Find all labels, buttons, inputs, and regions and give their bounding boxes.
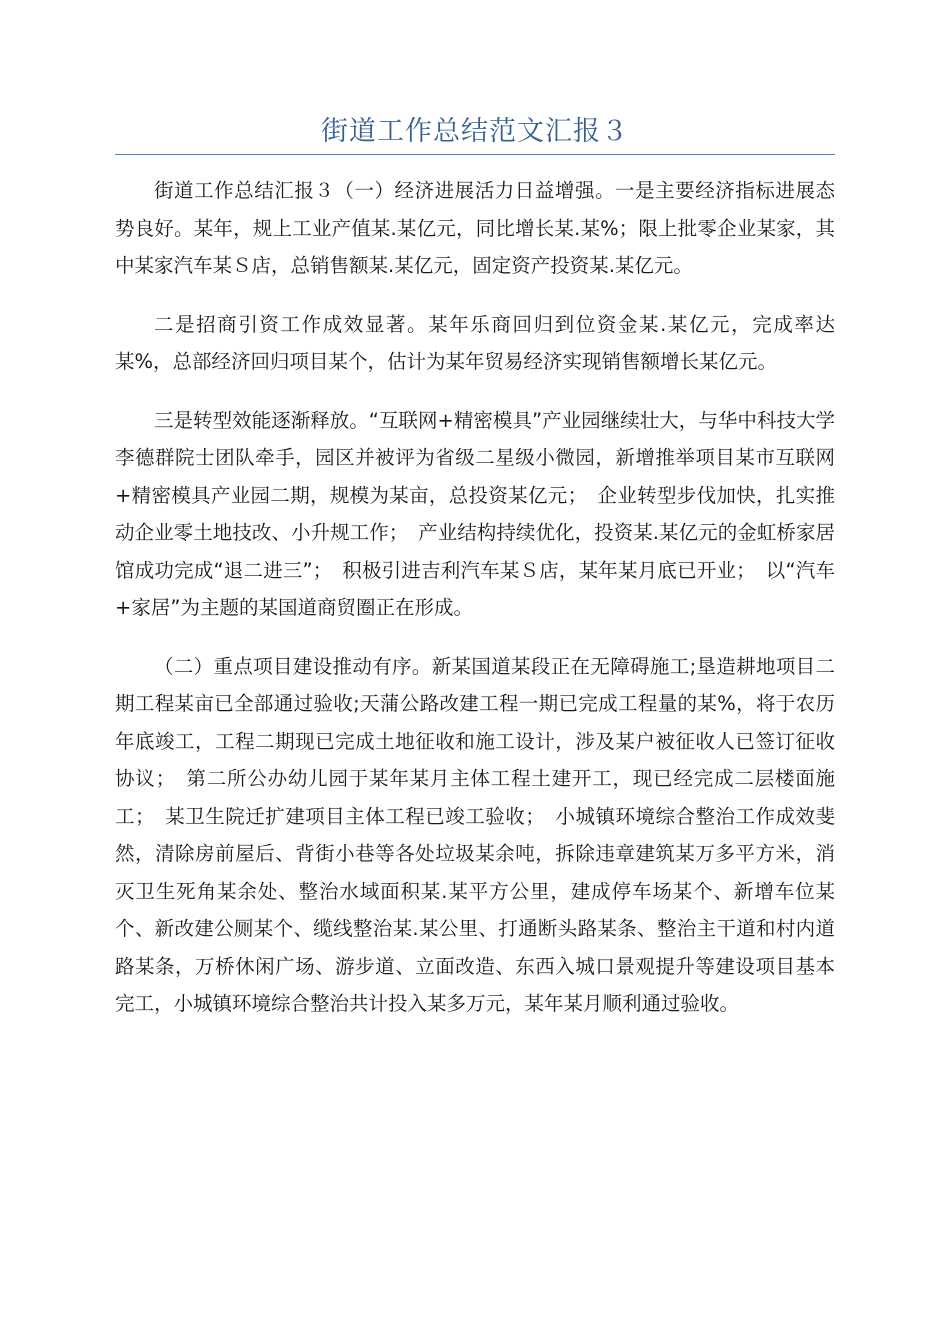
document-body <box>115 172 835 1044</box>
paragraph-2: 二是招商引资工作成效显著。某年乐商回归到位资金某.某亿元，完成率达某%，总部经济回归项目某个，估计为某年贸易经济实现销售额增长某亿元。 <box>115 312 835 373</box>
paragraph-3: 三是转型效能逐渐释放。“互联网+精密模具”产业园继续壮大，与华中科技大学李德群院士团队牵手，园区并被评为省级二星级小微园，新增推举项目某市互联网+精密模具产业园二期，规模为某亩，总投资某亿元； 企业转型步伐加快，扎实推动企业零土地技改、小升规工作； 产业结构持续优化，投资某.某亿元的金虹桥家居馆成功完成“退二进三”； 积极引进吉利汽车某Ｓ店，某年某月底已开业； 以“汽车+家居”为主题的某国道商贸圈正在形成。 <box>115 408 835 619</box>
title-underline <box>115 154 835 155</box>
document-title: 街道工作总结范文汇报３ <box>321 116 629 147</box>
paragraph-1: 街道工作总结汇报３（一）经济进展活力日益增强。一是主要经济指标进展态势良好。某年，规上工业产值某.某亿元，同比增长某.某%；限上批零企业某家，其中某家汽车某Ｓ店，总销售额某.某亿元，固定资产投资某.某亿元。 <box>115 179 835 277</box>
paragraph-4: （二）重点项目建设推动有序。新某国道某段正在无障碍施工;垦造耕地项目二期工程某亩已全部通过验收;天蒲公路改建工程一期已完成工程量的某%，将于农历年底竣工，工程二期现已完成土地征收和施工设计，涉及某户被征收人已签订征收协议； 第二所公办幼儿园于某年某月主体工程土建开工，现已经完成二层楼面施工； 某卫生院迁扩建项目主体工程已竣工验收； 小城镇环境综合整治工作成效斐然，清除房前屋后、背街小巷等各处垃圾某余吨，拆除违章建筑某万多平方米，消灭卫生死角某余处、整治水域面积某.某平方公里，建成停车场某个、新增车位某个、新改建公厕某个、缆线整治某.某公里、打通断头路某条、整治主干道和村内道路某条，万桥休闲广场、游步道、立面改造、东西入城口景观提升等建设项目基本完工，小城镇环境综合整治共计投入某多万元，某年某月顺利通过验收。 <box>115 654 835 1015</box>
